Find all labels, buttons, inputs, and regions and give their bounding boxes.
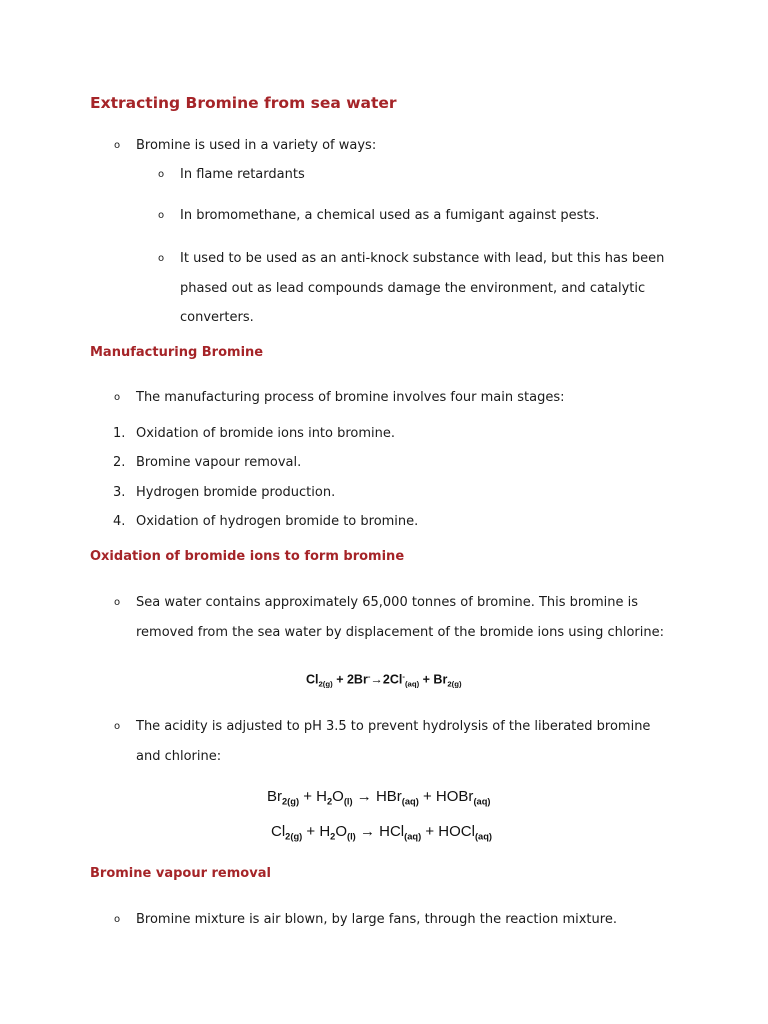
use-item: In bromomethane, a chemical used as a fumigant against pests. (180, 208, 600, 223)
step-number: 2. (113, 455, 126, 470)
step-text: Bromine vapour removal. (136, 455, 302, 470)
step-text: Oxidation of hydrogen bromide to bromine. (136, 514, 419, 529)
section-heading-oxidation: Oxidation of bromide ions to form bromine (90, 549, 405, 564)
oxidation-text: Sea water contains approximately 65,000 tonnes of bromine. This bromine is (136, 595, 638, 610)
use-item-continued: converters. (180, 310, 254, 325)
document-title: Extracting Bromine from sea water (90, 94, 397, 112)
equation-chlorine-hydrolysis: $Cl_{2(g)} + H_2O_{(l)} \to HCl_{(aq)}$ + HOCl$_{(aq)}$ (271, 823, 492, 842)
bullet-marker: o (114, 597, 121, 608)
step-text: Oxidation of bromide ions into bromine. (136, 426, 396, 441)
acidity-text: The acidity is adjusted to pH 3.5 to prevent hydrolysis of the liberated bromine (136, 719, 651, 734)
bullet-marker: o (114, 914, 121, 925)
use-item: It used to be used as an anti-knock substance with lead, but this has been (180, 251, 665, 266)
equation-bromine-hydrolysis: $Br_{2(g)} + H_2O_{(l)} \to HBr_{(aq)}$ + HOBr$_{(aq)}$ (267, 788, 491, 807)
section-heading-vapour-removal: Bromine vapour removal (90, 866, 271, 881)
bullet-marker: o (158, 169, 165, 180)
step-number: 4. (113, 514, 126, 529)
bullet-marker: o (114, 392, 121, 403)
intro-text: Bromine is used in a variety of ways: (136, 138, 377, 153)
bullet-marker: o (114, 721, 121, 732)
bullet-marker: o (158, 210, 165, 221)
reaction-arrow-icon: → (356, 788, 372, 805)
vapour-text: Bromine mixture is air blown, by large fans, through the reaction mixture. (136, 912, 617, 927)
bullet-marker: o (114, 140, 121, 151)
reaction-arrow-icon: → (370, 672, 383, 687)
equation-chlorine-displacement: $Cl_{2(g)} + 2Br^-\to 2Cl^-_{(aq)} + Br_{2(g)}$ (306, 672, 462, 689)
step-text: Hydrogen bromide production. (136, 485, 336, 500)
section-heading-manufacturing: Manufacturing Bromine (90, 345, 264, 360)
use-item: In flame retardants (180, 167, 305, 182)
acidity-text-continued: and chlorine: (136, 749, 222, 764)
reaction-arrow-icon: → (359, 823, 375, 840)
oxidation-text-continued: removed from the sea water by displacement of the bromide ions using chlorine: (136, 625, 664, 640)
step-number: 1. (113, 426, 126, 441)
bullet-marker: o (158, 253, 165, 264)
step-number: 3. (113, 485, 126, 500)
manufacturing-bullet: The manufacturing process of bromine involves four main stages: (136, 390, 565, 405)
use-item-continued: phased out as lead compounds damage the environment, and catalytic (180, 281, 646, 296)
